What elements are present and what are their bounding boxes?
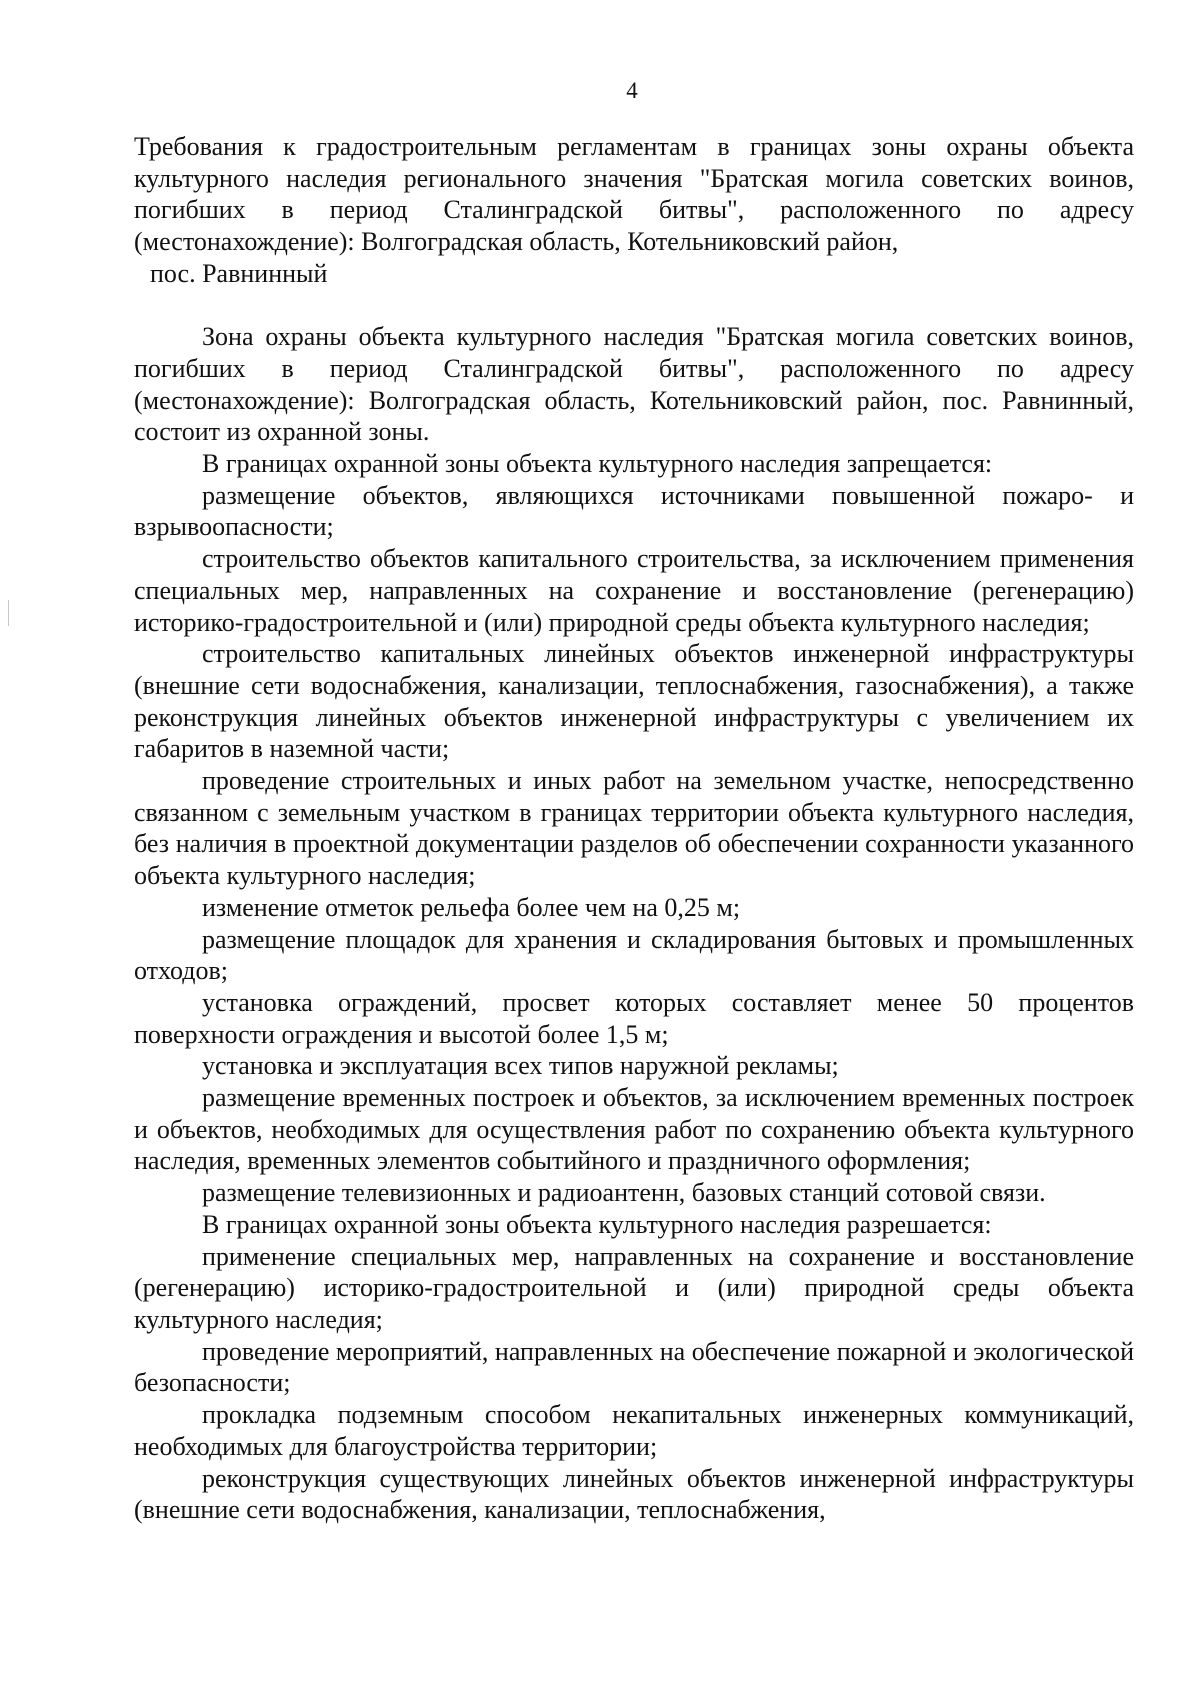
document-body [134, 131, 1134, 1526]
paragraph-prohibited-item: установка и эксплуатация всех типов наружной рекламы; [202, 1051, 839, 1081]
paragraph-prohibited-item: строительство капитальных линейных объектов инженерной инфраструктуры (внешние сети водоснабжения, канализации, теплоснабжения, газоснабжения), а также реконструкция линейных объектов инженерной инфраструктуры с увеличением их габаритов в наземной части; [134, 639, 1134, 764]
section-spacer [134, 290, 1134, 322]
page-number: 4 [626, 78, 638, 103]
paragraph-prohibited-item: установка ограждений, просвет которых составляет менее 50 процентов поверхности ограждения и высотой более 1,5 м; [134, 987, 1134, 1049]
paragraph-prohibited-item: строительство объектов капитального строительства, за исключением применения специальных мер, направленных на сохранение и восстановление (регенерацию) историко-градостроительной и (или) природной среды объекта культурного наследия; [134, 544, 1134, 637]
paragraph-prohibited-item: проведение строительных и иных работ на земельном участке, непосредственно связанном с земельным участком в границах территории объекта культурного наследия, без наличия в проектной документации разделов об обеспечении сохранности указанного объекта культурного наследия; [134, 766, 1134, 891]
scan-margin-mark [8, 600, 9, 626]
paragraph-prohibited-heading: В границах охранной зоны объекта культурного наследия запрещается: [202, 449, 993, 479]
document-title [134, 131, 1134, 290]
paragraph-permitted-item: проведение мероприятий, направленных на обеспечение пожарной и экологической безопасности; [134, 1336, 1134, 1398]
paragraph-prohibited-item: размещение временных построек и объектов, за исключением временных построек и объектов, необходимых для осуществления работ по сохранению объекта культурного наследия, временных элементов событийного и праздничного оформления; [134, 1083, 1134, 1176]
paragraph-prohibited-item: размещение телевизионных и радиоантенн, базовых станций сотовой связи. [202, 1178, 1046, 1208]
document-title-last-line: пос. Равнинный [150, 258, 328, 288]
paragraph-prohibited-item: размещение объектов, являющихся источниками повышенной пожаро- и взрывоопасности; [134, 480, 1134, 542]
document-title-main: Требования к градостроительным регламентам в границах зоны охраны объекта культурного наследия регионального значения "Братская могила советских воинов, погибших в период Сталинградской битвы", расположенного по адресу (местонахождение): Волгоградская область, Котельниковский район, [134, 132, 1134, 257]
paragraph-permitted-item: реконструкция существующих линейных объектов инженерной инфраструктуры (внешние сети водоснабжения, канализации, теплоснабжения, [134, 1463, 1134, 1525]
paragraph-zone-composition: Зона охраны объекта культурного наследия "Братская могила советских воинов, погибших в период Сталинградской битвы", расположенного по адресу (местонахождение): Волгоградская область, Котельниковский район, пос. Равнинный, состоит из охранной зоны. [134, 322, 1134, 447]
paragraph-permitted-item: прокладка подземным способом некапитальных инженерных коммуникаций, необходимых для благоустройства территории; [134, 1400, 1134, 1461]
paragraph-permitted-item: применение специальных мер, направленных на сохранение и восстановление (регенерацию) историко-градостроительной и (или) природной среды объекта культурного наследия; [134, 1241, 1134, 1334]
paragraph-prohibited-item: размещение площадок для хранения и складирования бытовых и промышленных отходов; [134, 924, 1134, 986]
paragraph-prohibited-item: изменение отметок рельефа более чем на 0,25 м; [202, 892, 741, 922]
paragraph-permitted-heading: В границах охранной зоны объекта культурного наследия разрешается: [202, 1209, 992, 1239]
